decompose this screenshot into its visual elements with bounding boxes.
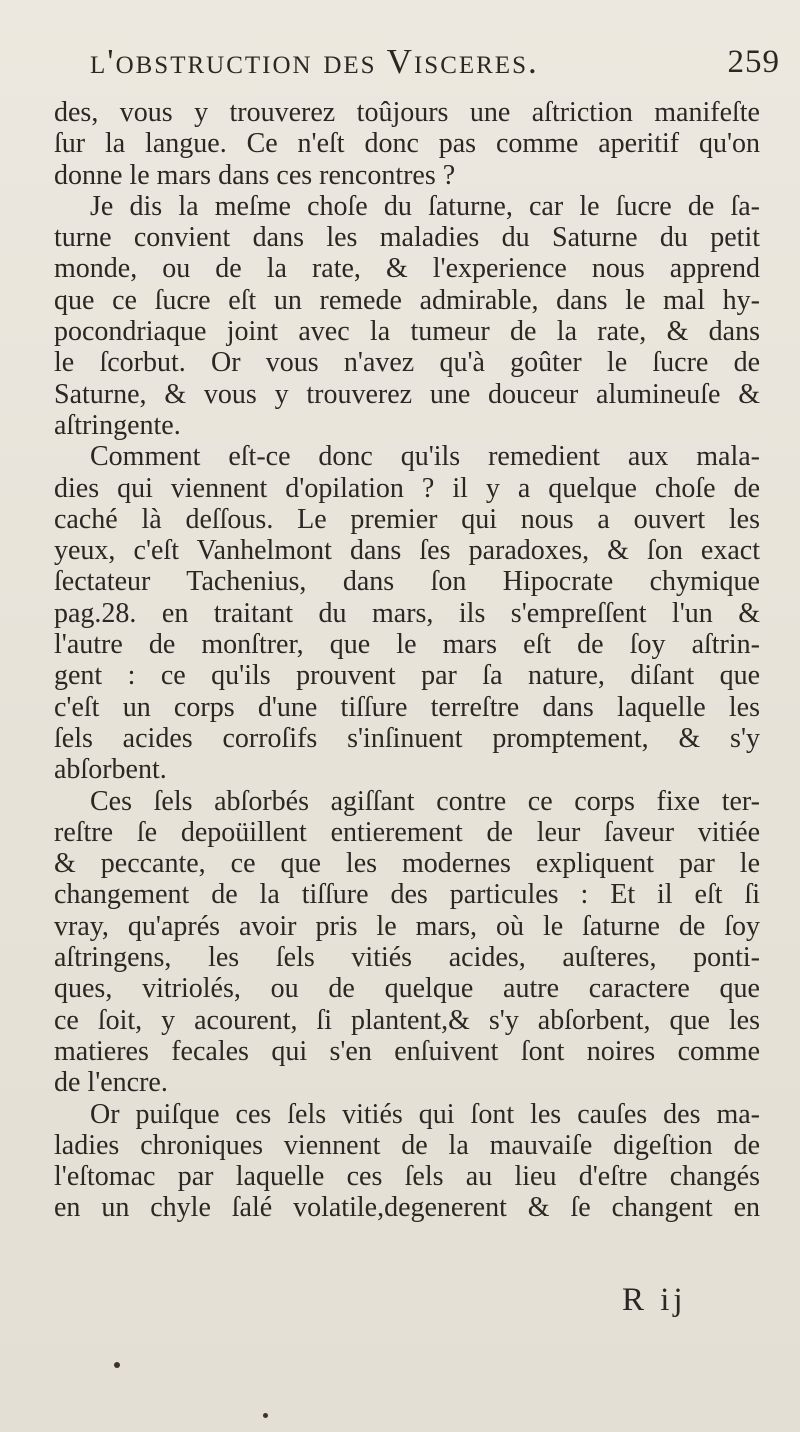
text-line: vray, qu'aprés avoir pris le mars, où le ſaturne de ſoy [54, 910, 760, 942]
text-line: ladies chroniques viennent de la mauvaiſe digeſtion de [54, 1129, 760, 1161]
text-line: dies qui viennent d'opilation ? il y a quelque choſe de [54, 472, 760, 504]
text-line: pocondriaque joint avec la tumeur de la rate, & dans [54, 316, 760, 348]
text-line: ſels acides corroſifs s'inſinuent promptement, & s'y [54, 722, 760, 754]
signature-mark: R ij [622, 1282, 687, 1318]
text-line: Saturne, & vous y trouverez une douceur alumineuſe & [54, 378, 760, 410]
text-line: & peccante, ce que les modernes expliquent par le [54, 848, 760, 880]
text-line: l'autre de monſtrer, que le mars eſt de ſoy aſtrin- [54, 629, 760, 661]
text-line: Ces ſels abſorbés agiſſant contre ce corps fixe ter- [90, 785, 760, 817]
text-line: en un chyle ſalé volatile,degenerent & ſe changent en [54, 1192, 760, 1224]
text-line: de l'encre. [54, 1067, 168, 1099]
body-text [54, 97, 760, 1224]
text-line: changement de la tiſſure des particules : Et il eſt ſi [54, 879, 760, 911]
text-line: que ce ſucre eſt un remede admirable, dans le mal hy- [54, 284, 760, 316]
text-line: ſur la langue. Ce n'eſt donc pas comme aperitif qu'on [54, 128, 760, 160]
text-line: aſtringente. [54, 409, 181, 441]
text-line: Or puiſque ces ſels vitiés qui ſont les cauſes des ma- [90, 1098, 760, 1130]
text-line: des, vous y trouverez toûjours une aſtriction manifeſte [54, 97, 760, 128]
text-line: turne convient dans les maladies du Saturne du petit [54, 222, 760, 254]
text-line: aſtringens, les ſels vitiés acides, auſteres, ponti- [54, 942, 760, 974]
page-number: 259 [727, 44, 780, 80]
ink-spot [263, 1413, 268, 1418]
text-line: abſorbent. [54, 754, 167, 786]
text-line: caché là deſſous. Le premier qui nous a ouvert les [54, 503, 760, 535]
text-line: Comment eſt-ce donc qu'ils remedient aux mala- [90, 441, 760, 473]
text-line: gent : ce qu'ils prouvent par ſa nature, diſant que [54, 660, 760, 692]
text-line: ce ſoit, y acourent, ſi plantent,& s'y abſorbent, que les [54, 1004, 760, 1036]
text-line: monde, ou de la rate, & l'experience nous apprend [54, 253, 760, 285]
text-line: Je dis la meſme choſe du ſaturne, car le ſucre de ſa- [90, 190, 760, 222]
text-line: matieres fecales qui s'en enſuivent ſont noires comme [54, 1035, 760, 1067]
text-line: reſtre ſe depoüillent entierement de leur ſaveur vitiée [54, 816, 760, 848]
page-header [90, 42, 780, 92]
running-title: l'obstruction des Visceres. [90, 42, 539, 81]
text-line: le ſcorbut. Or vous n'avez qu'à goûter le ſucre de [54, 347, 760, 379]
text-line: ques, vitriolés, ou de quelque autre caractere que [54, 973, 760, 1005]
text-line: yeux, c'eſt Vanhelmont dans ſes paradoxes, & ſon exact [54, 535, 760, 567]
text-line: ſectateur Tachenius, dans ſon Hipocrate chymique [54, 566, 760, 598]
text-line: donne le mars dans ces rencontres ? [54, 159, 456, 191]
text-line: pag.28. en traitant du mars, ils s'empreſſent l'un & [54, 597, 760, 629]
text-line: l'eſtomac par laquelle ces ſels au lieu d'eſtre changés [54, 1161, 760, 1193]
ink-spot [114, 1362, 120, 1368]
text-line: c'eſt un corps d'une tiſſure terreſtre dans laquelle les [54, 691, 760, 723]
